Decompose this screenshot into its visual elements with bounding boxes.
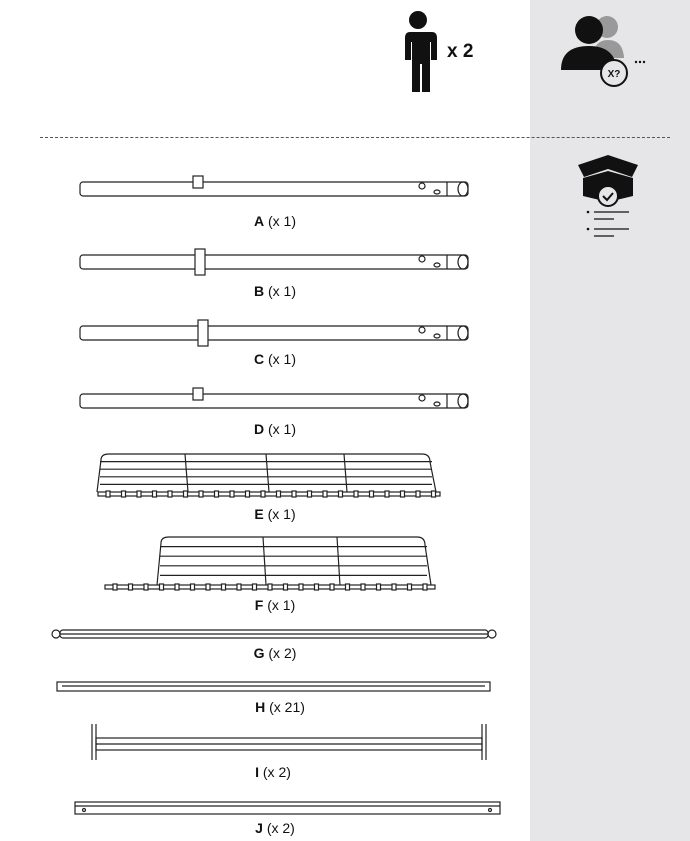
rack-clip [354, 491, 358, 497]
rack-clip [323, 491, 327, 497]
bracket [198, 320, 208, 346]
rack-clip [330, 584, 334, 590]
bracket [195, 249, 205, 275]
part-quantity: (x 2) [268, 645, 297, 661]
part-letter: D [253, 421, 265, 437]
tube-end [458, 182, 468, 196]
part-quantity: (x 1) [268, 283, 297, 299]
rail-j-hole [83, 809, 86, 812]
rack-f [157, 537, 431, 585]
rack-clip [222, 584, 226, 590]
part-quantity: (x 1) [267, 506, 296, 522]
rail-j [75, 802, 500, 814]
people-unknown-icon [561, 16, 645, 86]
bracket [193, 388, 203, 400]
rack-clip [160, 584, 164, 590]
rack-clip [129, 584, 133, 590]
part-letter: J [255, 820, 263, 836]
tube-hole [434, 334, 440, 338]
rail-j-hole [489, 809, 492, 812]
tube-hole [434, 263, 440, 267]
rack-clip [261, 491, 265, 497]
rack-clip [237, 584, 241, 590]
rack-clip [408, 584, 412, 590]
part-letter: H [255, 699, 266, 715]
rack-clip [175, 584, 179, 590]
rack-clip [315, 584, 319, 590]
person-icon [404, 11, 437, 92]
rack-clip [370, 491, 374, 497]
part-letter: F [254, 597, 264, 613]
part-label-b [254, 283, 296, 299]
rack-clip [423, 584, 427, 590]
rack-divider [185, 454, 188, 492]
rack-clip [299, 584, 303, 590]
part-quantity: (x 21) [269, 699, 305, 715]
rack-clip [137, 491, 141, 497]
rack-clip [215, 491, 219, 497]
crossbar-i-ends [92, 724, 486, 760]
tube-b [80, 255, 468, 269]
part-letter: G [253, 645, 265, 661]
rack-divider [344, 454, 347, 492]
tube-hole [419, 183, 425, 189]
unknown-badge-text: X? [607, 69, 621, 80]
rack-clip [168, 491, 172, 497]
rack-clip [308, 491, 312, 497]
part-quantity: (x 2) [262, 764, 291, 780]
part-letter: C [253, 351, 265, 367]
rack-clip [268, 584, 272, 590]
rack-clip [184, 491, 188, 497]
tube-hole [419, 395, 425, 401]
part-label-a [254, 213, 296, 229]
rack-clip [144, 584, 148, 590]
rack-clip [284, 584, 288, 590]
part-letter: E [254, 506, 264, 522]
tube-hole [419, 327, 425, 333]
tube-hole [434, 190, 440, 194]
tube-hole [419, 256, 425, 262]
tube-end [458, 326, 468, 340]
part-letter: I [255, 764, 259, 780]
part-label-e [254, 506, 295, 522]
part-label-c [254, 351, 296, 367]
parts-drawings [52, 176, 500, 814]
part-quantity: (x 2) [266, 820, 295, 836]
rack-clip [206, 584, 210, 590]
rack-clip [230, 491, 234, 497]
rod-g-end [52, 630, 60, 638]
rack-clip [385, 491, 389, 497]
part-quantity: (x 1) [268, 213, 297, 229]
part-label-j [255, 820, 295, 836]
rack-clip [246, 491, 250, 497]
rack-clip [191, 584, 195, 590]
rack-clip [106, 491, 110, 497]
rack-clip [153, 491, 157, 497]
rack-clip [277, 491, 281, 497]
part-quantity: (x 1) [267, 597, 296, 613]
part-label-h [255, 699, 305, 715]
part-quantity: (x 1) [268, 351, 297, 367]
people-count: x 2 [447, 41, 474, 62]
part-label-d [254, 421, 296, 437]
rack-clip [346, 584, 350, 590]
rack-clip [432, 491, 436, 497]
rack-clip [401, 491, 405, 497]
part-label-f [255, 597, 295, 613]
rack-clip [339, 491, 343, 497]
rack-clip [361, 584, 365, 590]
bracket [193, 176, 203, 188]
rack-clip [416, 491, 420, 497]
package-checklist-icon [578, 155, 638, 236]
tube-d [80, 394, 468, 408]
rack-divider [337, 537, 340, 585]
rack-clip [377, 584, 381, 590]
rack-clip [292, 491, 296, 497]
tube-c [80, 326, 468, 340]
part-label-i [255, 764, 291, 780]
tube-end [458, 255, 468, 269]
rod-g-end [488, 630, 496, 638]
rack-clip [122, 491, 126, 497]
rack-clip [199, 491, 203, 497]
part-letter: B [253, 283, 265, 299]
rack-divider [263, 537, 266, 585]
rack-divider [266, 454, 269, 492]
rack-clip [253, 584, 257, 590]
tube-end [458, 394, 468, 408]
part-label-g [254, 645, 297, 661]
rack-clip [113, 584, 117, 590]
part-letter: A [253, 213, 265, 229]
part-quantity: (x 1) [268, 421, 297, 437]
rack-clip [392, 584, 396, 590]
tube-hole [434, 402, 440, 406]
tube-a [80, 182, 468, 196]
